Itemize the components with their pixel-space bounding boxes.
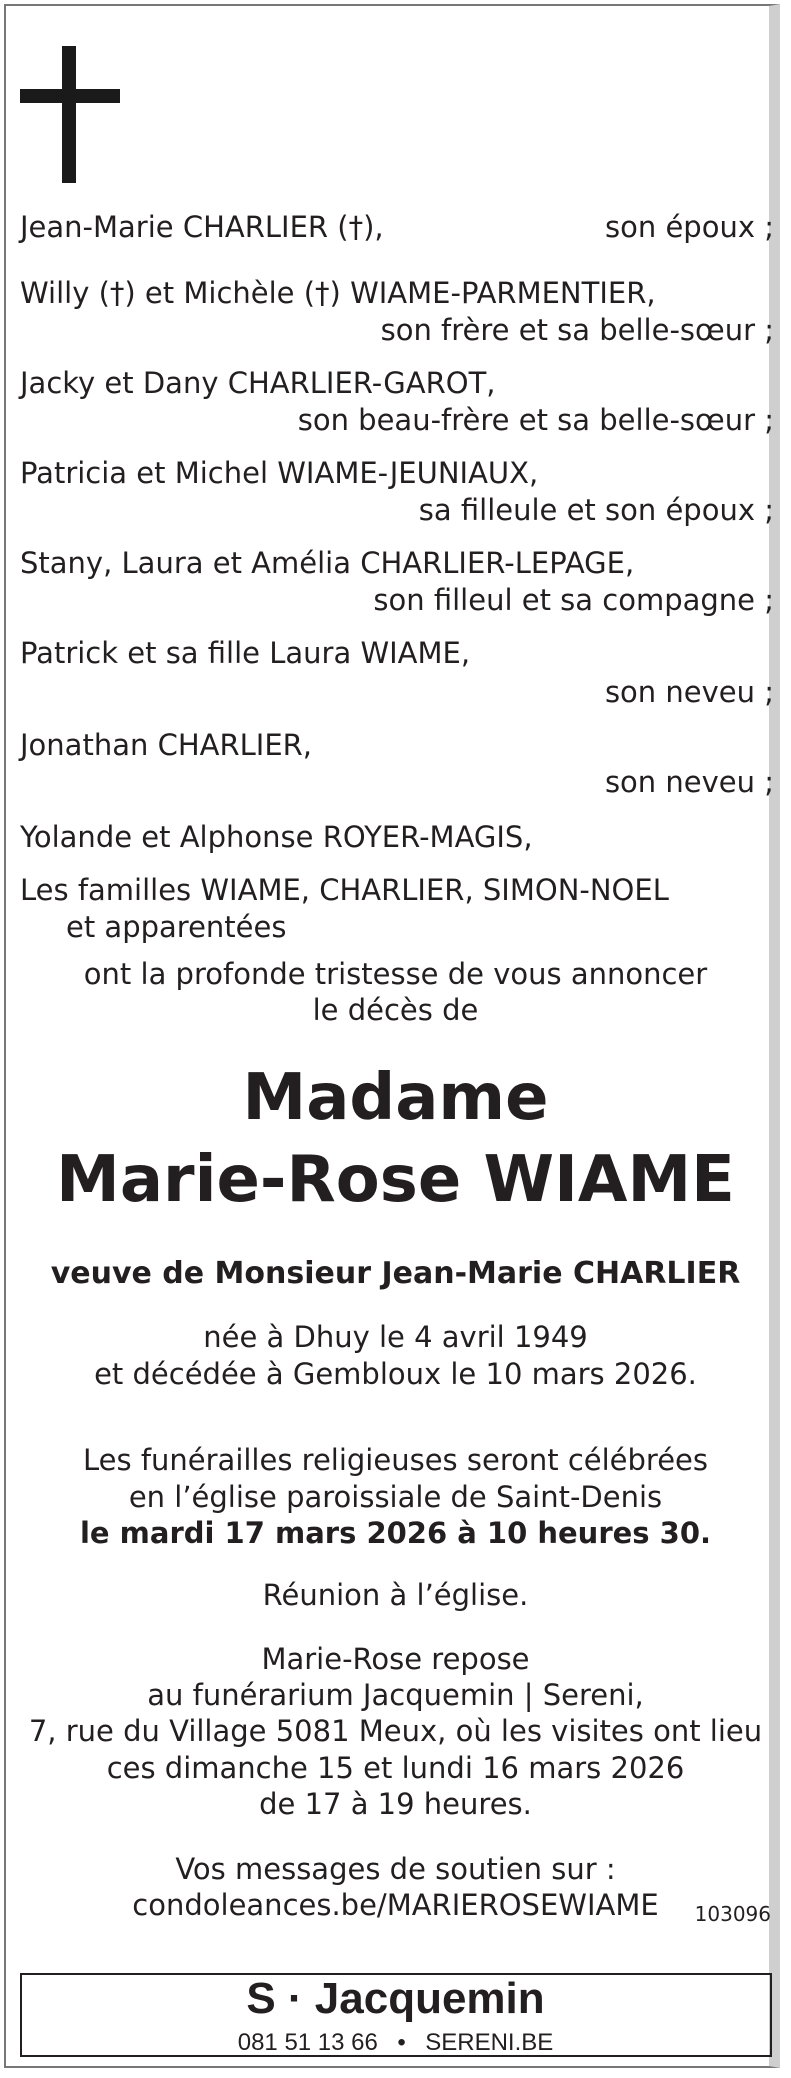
rest-line-3: 7, rue du Village 5081 Meux, où les visites ont lieu xyxy=(28,1714,763,1748)
death-line: et décédée à Gembloux le 10 mars 2026. xyxy=(94,1357,697,1391)
family-relation-2: son frère et sa belle-sœur ; xyxy=(380,313,774,347)
family-relation-3: son beau-frère et sa belle-sœur ; xyxy=(297,403,774,437)
family-name-6: Patrick et sa fille Laura WIAME, xyxy=(20,636,471,670)
reference-number: 103096 xyxy=(694,1902,771,1926)
widow-line: veuve de Monsieur Jean-Marie CHARLIER xyxy=(50,1256,741,1291)
family-name-5: Stany, Laura et Amélia CHARLIER-LEPAGE, xyxy=(20,546,635,580)
birth-line: née à Dhuy le 4 avril 1949 xyxy=(203,1320,588,1354)
rest-line-1: Marie-Rose repose xyxy=(261,1642,530,1676)
footer-site[interactable]: SERENI.BE xyxy=(425,2029,554,2056)
funeral-line-1: Les funérailles religieuses seront célébrées xyxy=(83,1443,708,1477)
family-name-2: Willy (†) et Michèle (†) WIAME-PARMENTIER, xyxy=(20,276,656,310)
apparentees: et apparentées xyxy=(66,910,287,944)
family-relation-1: son époux ; xyxy=(605,210,774,244)
messages-line-1: Vos messages de soutien sur : xyxy=(175,1852,616,1886)
funeral-date: le mardi 17 mars 2026 à 10 heures 30. xyxy=(79,1516,712,1550)
family-relation-5: son filleul et sa compagne ; xyxy=(373,583,774,617)
family-name-3: Jacky et Dany CHARLIER-GAROT, xyxy=(20,366,496,400)
family-name-4: Patricia et Michel WIAME-JEUNIAUX, xyxy=(20,456,539,490)
family-relation-6: son neveu ; xyxy=(604,675,774,709)
family-name-8: Yolande et Alphonse ROYER-MAGIS, xyxy=(20,820,533,854)
family-relation-4: sa filleule et son époux ; xyxy=(418,493,774,527)
rest-line-4: ces dimanche 15 et lundi 16 mars 2026 xyxy=(106,1751,685,1785)
meeting-line: Réunion à l’église. xyxy=(262,1578,529,1612)
family-name-9: Les familles WIAME, CHARLIER, SIMON-NOEL xyxy=(20,873,669,907)
deceased-title: Madame xyxy=(242,1061,549,1135)
deceased-name: Marie-Rose WIAME xyxy=(56,1143,735,1217)
funeral-home-logo: S · Jacquemin xyxy=(246,1974,545,2023)
footer-phone[interactable]: 081 51 13 66 xyxy=(237,2029,378,2056)
rest-line-2: au funérarium Jacquemin | Sereni, xyxy=(147,1678,644,1712)
family-name-1: Jean-Marie CHARLIER (†), xyxy=(20,210,384,244)
footer-bullet: • xyxy=(397,2029,406,2056)
family-name-7: Jonathan CHARLIER, xyxy=(20,728,313,762)
announce-line-1: ont la profonde tristesse de vous annoncer xyxy=(83,957,708,991)
family-relation-7: son neveu ; xyxy=(604,765,774,799)
announce-line-2: le décès de xyxy=(312,993,479,1027)
rest-line-5: de 17 à 19 heures. xyxy=(259,1787,532,1821)
funeral-line-2: en l’église paroissiale de Saint-Denis xyxy=(128,1480,663,1514)
footer-contact xyxy=(0,2029,791,2057)
condolence-link[interactable]: condoleances.be/MARIEROSEWIAME xyxy=(132,1888,659,1922)
